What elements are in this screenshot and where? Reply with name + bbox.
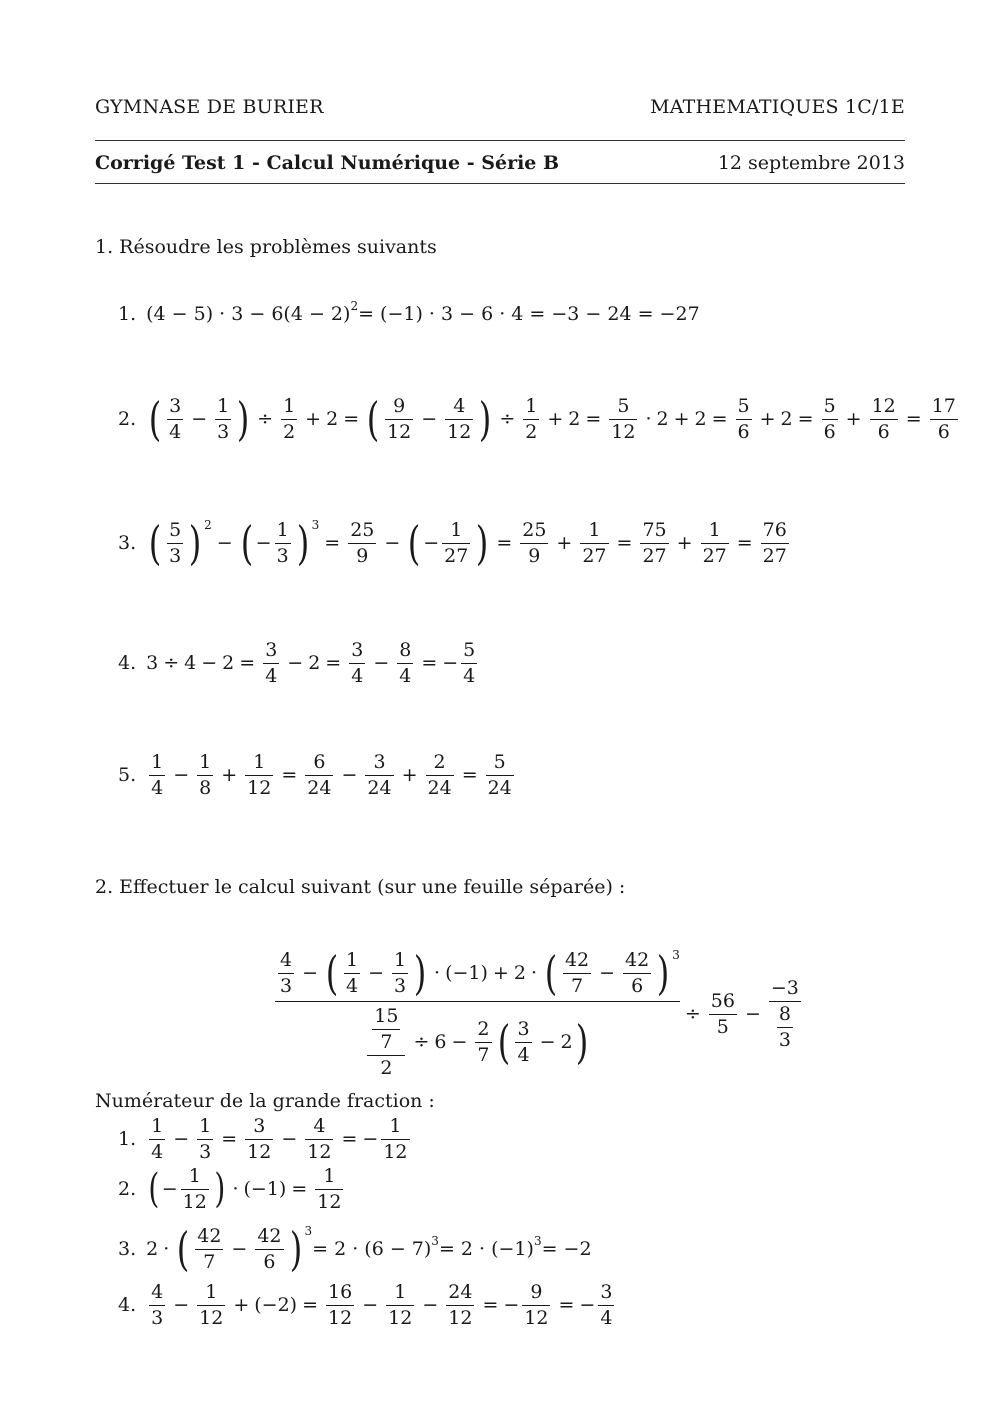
step-label: 2.: [118, 1178, 137, 1201]
school-name: GYMNASE DE BURIER: [95, 96, 324, 118]
problem-1-expr: (4 − 5) · 3 − 6(4 − 2) 2 = (−1) · 3 − 6 · 4 = −3 − 24 = −27: [146, 299, 700, 325]
header-top: [95, 96, 905, 118]
header-rule-top: [95, 140, 905, 141]
problem-label: 3.: [118, 532, 137, 555]
problem-5: [118, 752, 517, 799]
numerator-step-4: 4. $\frac{4}{3}$ − $\frac{1}{12}$ + (−2) = $\frac{16}{12}$ − $\frac{1}{12}$ − $\frac{24}{12}$ = − $\frac{9}{12}$ = − $\frac{3}{4}$: [118, 1281, 613, 1329]
problem-2: [118, 392, 961, 447]
subject-name: MATHEMATIQUES 1C/1E: [650, 96, 905, 118]
section2-heading: 2. Effectuer le calcul suivant (sur une feuille séparée) :: [95, 876, 626, 898]
header-bottom: [95, 152, 905, 174]
doc-title: Corrigé Test 1 - Calcul Numérique - Série B: [95, 152, 560, 174]
problem-5-expr: $\frac{1}{4}$ − $\frac{1}{8}$ + $\frac{1}{12}$ = $\frac{6}{24}$ − $\frac{3}{24}$ + $\frac{2}{24}$ = $\frac{5}{24}$: [151, 751, 512, 799]
big-fraction-expr: $\frac{4}{3}$ − ( $\frac{1}{4}$ − $\frac{1}{3}$ ) · (−1) + 2 · ( $\frac{42}{7}$ − $\frac{42}{6}$ ) 3 $\frac{\frac{15}{7}}{2}$ ÷ 6 − $\frac{2}{7}$ ( $\frac{3}{4}$ − 2 ) ÷ $\frac{56}{5}$ − $\frac{-3}{\frac{8}{3}}$: [275, 950, 804, 1078]
problem-2-expr: ( $\frac{3}{4}$ − $\frac{1}{3}$ ) ÷ $\frac{1}{2}$ + 2 = ( $\frac{9}{12}$ − $\frac{4}{12}$ ) ÷ $\frac{1}{2}$ + 2 = $\frac{5}{12}$ · 2 + 2 = $\frac{5}{6}$ + 2 = $\frac{5}{6}$ + $\frac{12}{6}$ = $\frac{17}{6}$: [148, 392, 956, 447]
problem-3-expr: ( $\frac{5}{3}$ ) 2 − ( − $\frac{1}{3}$ ) 3 = $\frac{25}{9}$ − ( − $\frac{1}{27}$ ) = $\frac{25}{9}$ + $\frac{1}{27}$ = $\frac{75}{27}$ + $\frac{1}{27}$ = $\frac{76}{27}$: [148, 516, 787, 571]
problem-label: 4.: [118, 652, 137, 675]
step-label: 3.: [118, 1238, 137, 1261]
numerator-heading: Numérateur de la grande fraction :: [95, 1090, 435, 1112]
numerator-step-3: 3. 2 · ( $\frac{42}{7}$ − $\frac{42}{6}$ ) 3 = 2 · (6 − 7) 3 = 2 · (−1) 3 = −2: [118, 1222, 592, 1277]
problem-4: [118, 640, 480, 687]
problem-label: 5.: [118, 764, 137, 787]
doc-date: 12 septembre 2013: [717, 152, 905, 174]
problem-4-expr: 3 ÷ 4 − 2 = $\frac{3}{4}$ − 2 = $\frac{3}{4}$ − $\frac{8}{4}$ = − $\frac{5}{4}$: [146, 639, 476, 687]
step-label: 4.: [118, 1294, 137, 1317]
problem-3: [118, 516, 792, 571]
numerator-step-1: 1. $\frac{1}{4}$ − $\frac{1}{3}$ = $\frac{3}{12}$ − $\frac{4}{12}$ = − $\frac{1}{12}$: [118, 1115, 408, 1163]
problem-label: 1.: [118, 303, 137, 325]
problem-1: [118, 299, 700, 325]
header-rule-bottom: [95, 183, 905, 184]
step-label: 1.: [118, 1128, 137, 1151]
numerator-step-2: 2. ( − $\frac{1}{12}$ ) · (−1) = $\frac{1}{12}$: [118, 1165, 342, 1213]
section1-heading: 1. Résoudre les problèmes suivants: [95, 236, 437, 258]
problem-label: 2.: [118, 408, 137, 431]
